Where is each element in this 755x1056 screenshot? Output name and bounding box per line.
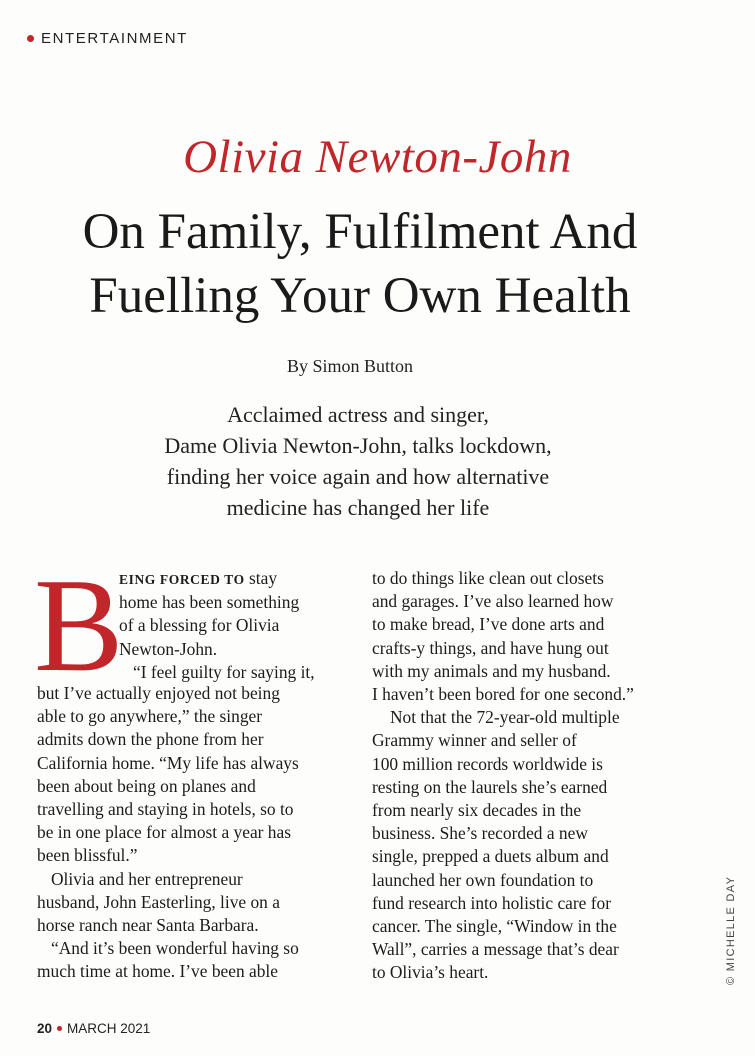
body-line: but I’ve actually enjoyed not being — [37, 683, 280, 703]
headline-line-2: Fuelling Your Own Health — [89, 268, 631, 324]
body-line: and garages. I’ve also learned how — [372, 591, 614, 612]
deck-line: Dame Olivia Newton-John, talks lockdown, — [164, 433, 552, 458]
body-line: of a blessing for Olivia — [119, 615, 280, 636]
section-label — [27, 30, 188, 47]
body-line: to make bread, I’ve done arts and — [372, 614, 605, 635]
body-line: 100 million records worldwide is — [372, 753, 603, 774]
body-line: able to go anywhere,” the singer — [37, 706, 263, 727]
body-column-right — [372, 567, 702, 985]
body-line: resting on the laurels she’s earned — [372, 776, 608, 797]
body-line: with my animals and my husband. — [372, 660, 611, 681]
body-line — [119, 567, 315, 591]
body-line: “I feel guilty for saying it, — [133, 661, 315, 682]
body-line: been blissful.” — [37, 845, 138, 866]
page-folio — [37, 1021, 150, 1036]
bullet-dot-icon — [57, 1026, 62, 1031]
headline-line-1: On Family, Fulfilment And — [82, 204, 638, 260]
body-line: single, prepped a duets album and — [372, 846, 609, 867]
body-line: admits down the phone from her — [37, 729, 264, 750]
body-line: to do things like clean out closets — [372, 568, 604, 588]
lead-in-caps: EING FORCED TO — [119, 572, 245, 587]
page-number: 20 — [37, 1021, 53, 1036]
drop-cap: B — [34, 551, 124, 699]
body-column-left — [34, 551, 357, 984]
section-name: ENTERTAINMENT — [41, 30, 188, 47]
body-line: I haven’t been bored for one second.” — [372, 684, 634, 705]
body-line: much time at home. I’ve been able — [37, 961, 278, 982]
body-line: California home. “My life has always — [37, 752, 299, 773]
body-line: Grammy winner and seller of — [372, 730, 577, 751]
body-line: fund research into holistic care for — [372, 892, 612, 913]
body-line: husband, John Easterling, live on a — [37, 891, 280, 912]
body-line: cancer. The single, “Window in the — [372, 916, 617, 937]
article-headline — [0, 200, 720, 328]
deck-line: Acclaimed actress and singer, — [227, 402, 489, 427]
body-line: horse ranch near Santa Barbara. — [37, 915, 259, 936]
body-line: business. She’s recorded a new — [372, 823, 588, 844]
issue-date: MARCH 2021 — [67, 1021, 151, 1036]
body-line: Not that the 72-year-old multiple — [390, 707, 620, 728]
body-line: “And it’s been wonderful having so — [51, 938, 299, 959]
bullet-dot-icon — [27, 35, 34, 42]
article-kicker: Olivia Newton-John — [183, 131, 572, 183]
body-line: Wall”, carries a message that’s dear — [372, 939, 619, 960]
deck-line: medicine has changed her life — [226, 495, 490, 520]
body-line: travelling and staying in hotels, so to — [37, 799, 294, 820]
drop-cap-lines — [119, 567, 315, 684]
body-line: Newton-John. — [119, 638, 218, 659]
body-line: be in one place for almost a year has — [37, 822, 291, 843]
byline: By Simon Button — [286, 356, 414, 376]
body-line: from nearly six decades in the — [372, 800, 582, 821]
article-deck — [100, 399, 616, 523]
body-line: home has been something — [119, 592, 300, 613]
body-line: Olivia and her entrepreneur — [51, 868, 243, 889]
body-line: launched her own foundation to — [372, 869, 594, 890]
lead-in-rest: stay — [244, 568, 278, 588]
photo-credit: © MICHELLE DAY — [725, 875, 737, 985]
deck-line: finding her voice again and how alternative — [166, 464, 550, 489]
body-line: crafts-y things, and have hung out — [372, 637, 609, 658]
body-line: been about being on planes and — [37, 775, 256, 796]
body-line: to Olivia’s heart. — [372, 962, 489, 983]
